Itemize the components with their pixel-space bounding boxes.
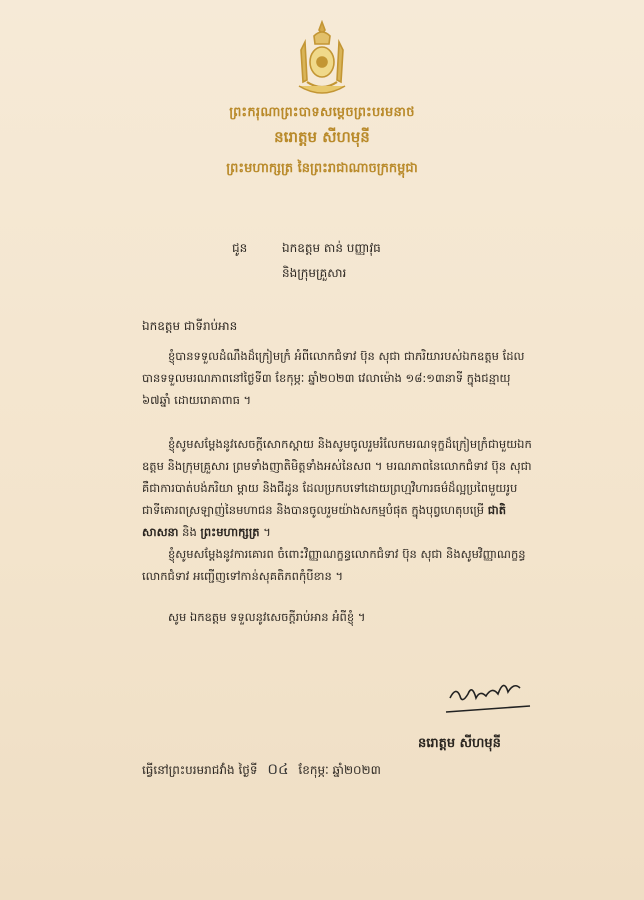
paragraph-2-bold-king: ព្រះមហាក្សត្រ — [200, 525, 260, 539]
paragraph-2-text: ខ្ញុំសូមសម្តែងនូវសេចក្តីសោកស្តាយ និងសូមចូលរួមរំលែកមរណទុក្ខដ៏ក្រៀមក្រំជាមួយឯកឧត្តម និងក្រុមគ្រួសារ ព្រមទាំងញាតិមិត្តទាំងអស់នៃសព ។ មរណភាពនៃលោកជំទាវ ប៊ុន សុជា គឺជាការបាត់បង់ភរិយា ម្តាយ និងជីដូន ដែលប្រកបទៅដោយព្រហ្មវិហារធម៌ដ៏ល្អប្រពៃមួយរូប ជាទីគោរពស្រឡាញ់នៃមហាជន និងបានចូលរួមយ៉ាងសកម្មបំផុត ក្នុងបុព្វហេតុបម្រើ — [142, 437, 532, 517]
date-day: ០៤ — [267, 760, 289, 778]
paragraph-1 — [142, 345, 532, 411]
signer-name: នរោត្តម សីហមុនី — [418, 736, 501, 751]
royal-emblem — [287, 20, 357, 98]
recipient-label: ជូន — [232, 241, 248, 255]
paragraph-4-text: សូម ឯកឧត្តម ទទួលនូវសេចក្តីរាប់អាន អំពីខ្ញុំ ។ — [168, 610, 366, 624]
paragraph-4 — [142, 606, 532, 628]
handwritten-signature — [438, 668, 538, 723]
date-prefix: ធ្វើនៅព្រះបរមរាជវាំង ថ្ងៃទី — [142, 763, 258, 777]
paragraph-1-text: ខ្ញុំបានទទួលដំណឹងដ៏ក្រៀមក្រំ អំពីលោកជំទាវ ប៊ុន សុជា ជាភរិយារបស់ឯកឧត្តម ដែលបានទទួលមរណភាពនៅថ្ងៃទី៣ ខែកុម្ភៈ ឆ្នាំ២០២៣ វេលាម៉ោង ១៨:១៣នាទី ក្នុងជន្មាយុ ៦៧ឆ្នាំ ដោយរោគាពាធ ។ — [142, 349, 525, 407]
paragraph-3 — [142, 543, 532, 587]
king-name: នរោត្តម សីហមុនី — [274, 128, 370, 146]
paragraph-2-end: ។ — [263, 525, 271, 539]
paragraph-2-and: និង — [182, 525, 197, 539]
salutation: ឯកឧត្តម ជាទីរាប់អាន — [142, 319, 238, 333]
date-line — [142, 760, 381, 782]
recipient-family: និងក្រុមគ្រួសារ — [282, 266, 347, 280]
paragraph-2-bold-nation-religion: ជាតិ សាសនា — [142, 503, 506, 539]
king-title: ព្រះមហាក្សត្រ នៃព្រះរាជាណាចក្រកម្ពុជា — [226, 161, 418, 176]
letterhead-title: ព្រះករុណាព្រះបាទសម្តេចព្រះបរមនាថ — [229, 105, 415, 120]
recipient-name: ឯកឧត្តម តាន់ បញ្ញាវុធ — [282, 241, 381, 255]
paragraph-3-text: ខ្ញុំសូមសម្តែងនូវការគោរព ចំពោះវិញ្ញាណក្ខន្ធលោកជំទាវ ប៊ុន សុជា និងសូមវិញ្ញាណក្ខន្ធលោកជំទាវ អញ្ជើញទៅកាន់សុគតិភពកុំបីខាន ។ — [142, 547, 526, 583]
paragraph-2 — [142, 433, 532, 543]
date-suffix: ខែកុម្ភៈ ឆ្នាំ២០២៣ — [298, 763, 381, 777]
